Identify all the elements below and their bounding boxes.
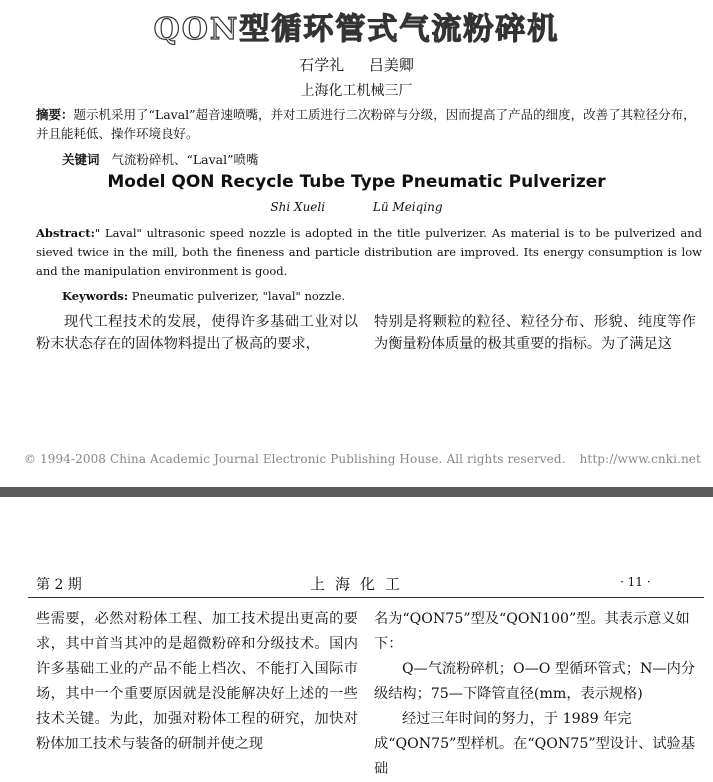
journal-name: 上海化工	[310, 575, 411, 593]
authors-zh	[0, 54, 713, 75]
paragraph: 名为“QON75”型及“QON100”型。其表示意义如下：	[374, 611, 690, 652]
author-zh: 吕美卿	[368, 56, 414, 74]
keywords-en-label: Keywords:	[62, 289, 129, 303]
abstract-zh	[36, 105, 706, 143]
keywords-zh	[62, 150, 258, 168]
header-rule	[28, 597, 704, 598]
author-zh: 石学礼	[299, 56, 345, 74]
paragraph: 经过三年时间的努力，于 1989 年完成“QON75”型样机。在“QON75”型设计、试验基础	[374, 711, 695, 777]
keywords-en-text: Pneumatic pulverizer, "laval" nozzle.	[131, 289, 346, 303]
copyright-url[interactable]: http://www.cnki.net	[579, 452, 701, 466]
abstract-zh-label: 摘要：	[36, 107, 74, 122]
article-title-zh: QON型循环管式气流粉碎机	[153, 12, 560, 47]
article-title-en: Model QON Recycle Tube Type Pneumatic Pulverizer	[107, 172, 606, 192]
page-divider	[0, 487, 713, 497]
paragraph: Q—气流粉碎机；O—O 型循环管式；N—内分级结构；75—下降管直径(mm，表示规格)	[374, 661, 696, 702]
copyright-text: © 1994-2008 China Academic Journal Electronic Publishing House. All rights reserved.	[24, 452, 566, 466]
body-text-left: 现代工程技术的发展，使得许多基础工业对以粉末状态存在的固体物料提出了极高的要求，	[36, 314, 358, 352]
copyright-notice	[24, 452, 701, 466]
abstract-zh-text: 题示机采用了“Laval”超音速喷嘴，并对工质进行二次粉碎与分级，因而提高了产品的细度，改善了其粒径分布，并且能耗低、操作环境良好。	[36, 107, 696, 141]
authors-en	[0, 200, 713, 214]
keywords-zh-text: 气流粉碎机、“Laval”喷嘴	[111, 152, 259, 167]
author-en: Lü Meiqing	[372, 200, 443, 214]
body-text-right	[374, 607, 699, 782]
keywords-en	[62, 289, 345, 303]
abstract-en-text: " Laval" ultrasonic speed nozzle is adopted in the title pulverizer. As material is to be pulverized and sieved twice in the mill, both the fineness and particle distribution are improved. Its energy consumption is low and the manipulation environment is good.	[36, 226, 702, 278]
abstract-en	[36, 224, 702, 281]
affiliation-zh: 上海化工机械三厂	[300, 83, 413, 99]
page-number: · 11 ·	[620, 575, 651, 589]
body-text-right: 特别是将颗粒的粒径、粒径分布、形貌、纯度等作为衡量粉体质量的极其重要的指标。为了满足这	[374, 314, 696, 352]
author-en: Shi Xueli	[270, 200, 326, 214]
abstract-en-label: Abstract:	[36, 226, 95, 240]
page-lower	[0, 497, 713, 777]
body-text-left: 些需要，必然对粉体工程、加工技术提出更高的要求，其中首当其冲的是超微粉碎和分级技术。国内许多基础工业的产品不能上档次、不能打入国际市场，其中一个重要原因就是没能解决好上述的一些技术关键。为此，加强对粉体工程的研究，加快对粉体加工技术与装备的研制并使之现	[36, 611, 358, 752]
keywords-zh-label: 关键词	[62, 152, 100, 167]
issue-number: 第 2 期	[36, 577, 82, 593]
